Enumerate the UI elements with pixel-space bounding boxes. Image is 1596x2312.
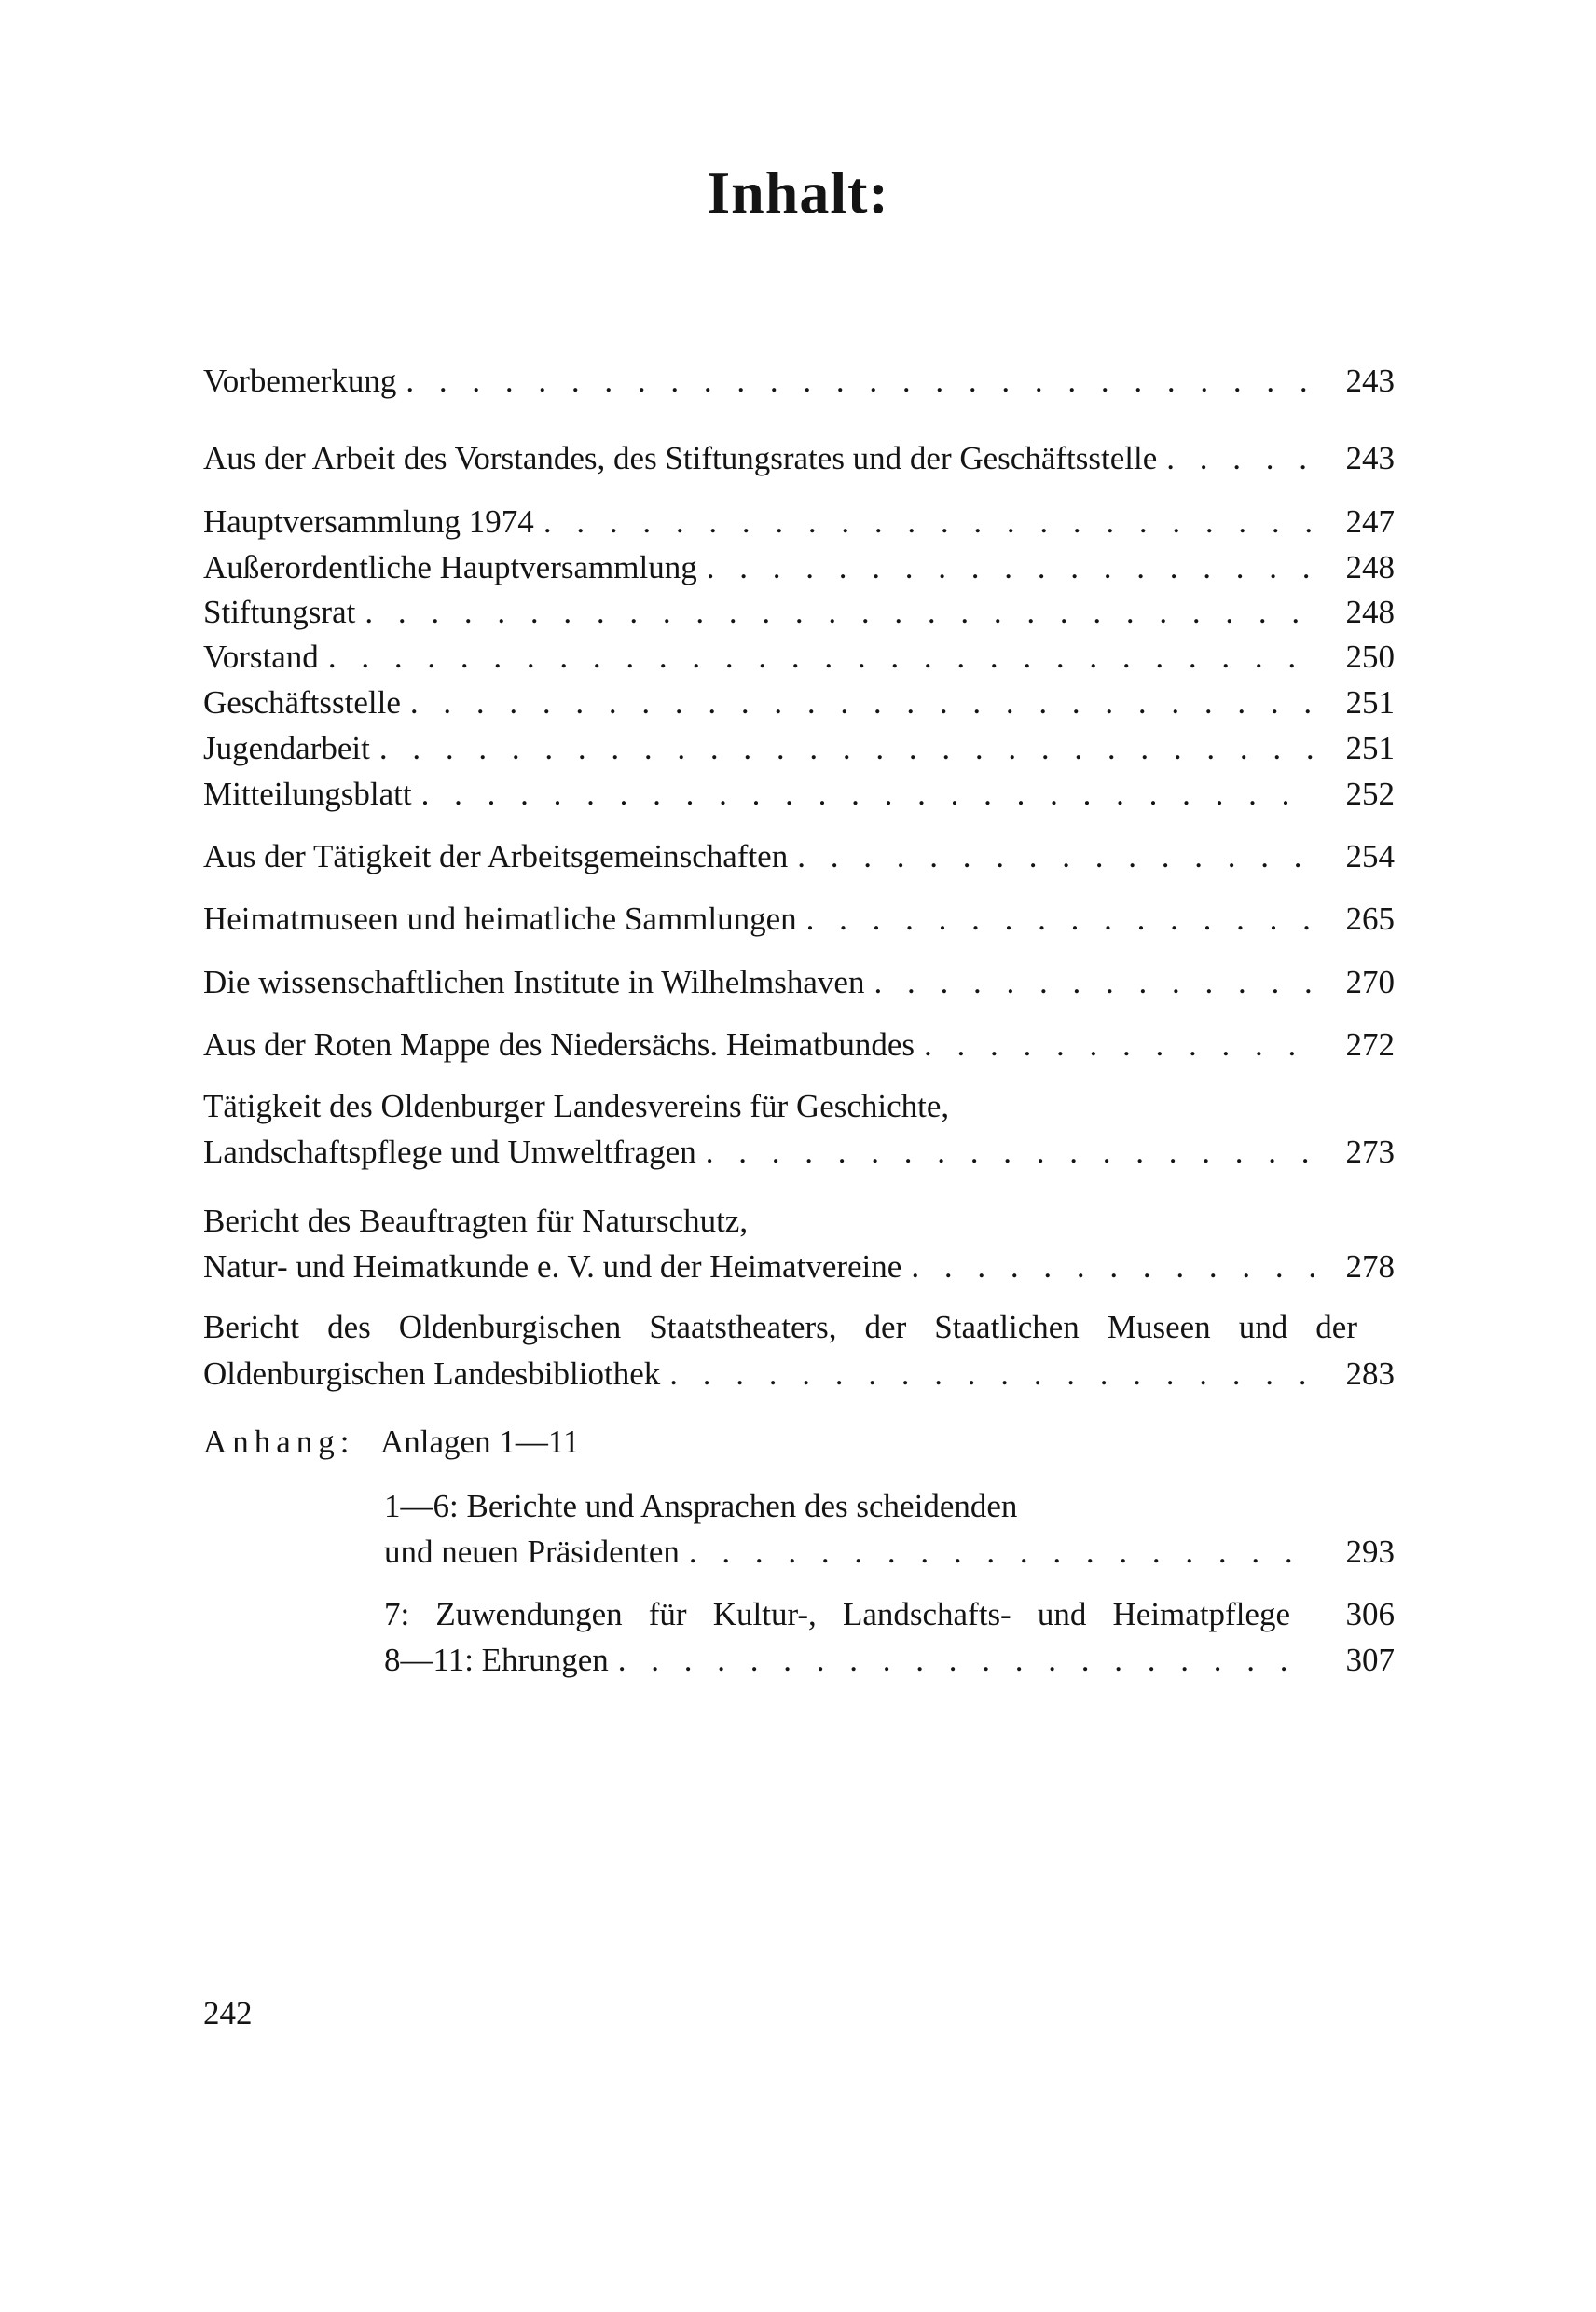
dot-leader: [421, 772, 1314, 817]
toc-entry-ausserordentliche: [203, 545, 1395, 590]
dot-leader: [924, 1023, 1314, 1067]
toc-entry-page: 270: [1345, 964, 1395, 1000]
toc-entry-text: Aus der Arbeit des Vorstandes, des Stiftungsrates und der Geschäftsstelle: [203, 440, 1158, 476]
toc-entry-text: und neuen Präsidenten: [384, 1534, 680, 1570]
toc-entry-text: Tätigkeit des Oldenburger Landesvereins für Geschichte,: [203, 1088, 950, 1124]
anhang-value: Anlagen 1—11: [380, 1424, 580, 1460]
toc-entry-text: Vorbemerkung: [203, 363, 397, 399]
toc-entry-institute: [203, 960, 1395, 1005]
toc-entry-staatstheater-line2: [203, 1352, 1395, 1397]
toc-entry-page: 251: [1345, 684, 1395, 721]
page-title: Inhalt:: [707, 159, 889, 226]
toc-entry-text: Aus der Roten Mappe des Niedersächs. Heimatbundes: [203, 1026, 915, 1063]
toc-entry-rote-mappe: [203, 1023, 1395, 1067]
toc-entry-text: Landschaftspflege und Umweltfragen: [203, 1134, 696, 1170]
toc-entry-text: 7: Zuwendungen für Kultur-, Landschafts- und Heimatpflege: [384, 1596, 1290, 1632]
dot-leader: [618, 1638, 1314, 1683]
toc-entry-text: Oldenburgischen Landesbibliothek: [203, 1356, 661, 1392]
toc-entry-text: Stiftungsrat: [203, 594, 356, 630]
toc-entry-page: 251: [1345, 730, 1395, 766]
toc-entry-text: Geschäftsstelle: [203, 684, 401, 721]
toc-entry-page: 306: [1345, 1596, 1395, 1632]
toc-entry-page: 248: [1345, 549, 1395, 585]
toc-entry-text: Natur- und Heimatkunde e. V. und der Heimatvereine: [203, 1248, 902, 1285]
toc-entry-vorbemerkung: [203, 359, 1395, 404]
toc-entry-page: 307: [1345, 1642, 1395, 1678]
toc-entry-hauptversammlung: [203, 500, 1395, 544]
dot-leader: [797, 834, 1314, 879]
dot-leader: [874, 960, 1314, 1005]
dot-leader: [669, 1352, 1314, 1397]
toc-entry-naturschutz-line1: [203, 1199, 1395, 1244]
page-number: 242: [203, 1995, 253, 2031]
toc-entry-text: Bericht des Beauftragten für Naturschutz,: [203, 1203, 749, 1239]
dot-leader: [911, 1245, 1314, 1289]
toc-entry-landesverein-line2: [203, 1130, 1395, 1175]
toc-entry-text: Außerordentliche Hauptversammlung: [203, 549, 697, 585]
toc-entry-page: 243: [1345, 440, 1395, 476]
toc-entry-text: Jugendarbeit: [203, 730, 370, 766]
toc-entry-heimatmuseen: [203, 897, 1395, 942]
toc-entry-stiftungsrat: [203, 590, 1395, 635]
dot-leader: [365, 590, 1314, 635]
toc-entry-landesverein-line1: [203, 1084, 1395, 1129]
anhang-label: Anhang:: [203, 1424, 355, 1460]
anhang-item-berichte-line2: [384, 1530, 1395, 1575]
anhang-item-berichte-line1: [384, 1484, 1395, 1529]
dot-leader: [707, 545, 1314, 590]
dot-leader: [410, 681, 1314, 725]
toc-entry-page: 243: [1345, 363, 1395, 399]
toc-entry-text: Die wissenschaftlichen Institute in Wilhelmshaven: [203, 964, 865, 1000]
toc-entry-text: Bericht des Oldenburgischen Staatstheaters, der Staatlichen Museen und der: [203, 1309, 1357, 1345]
toc-entry-naturschutz-line2: [203, 1245, 1395, 1289]
dot-leader: [328, 635, 1314, 680]
dot-leader: [543, 500, 1314, 544]
dot-leader: [806, 897, 1314, 942]
toc-entry-page: 293: [1345, 1534, 1395, 1570]
anhang-item-ehrungen: [384, 1638, 1395, 1683]
toc-entry-text: Vorstand: [203, 639, 319, 675]
toc-entry-arbeitsgemeinschaften: [203, 834, 1395, 879]
toc-entry-mitteilungsblatt: [203, 772, 1395, 817]
anhang-item-zuwendungen: [384, 1592, 1395, 1637]
toc-entry-page: 278: [1345, 1248, 1395, 1285]
toc-entry-text: 8—11: Ehrungen: [384, 1642, 609, 1678]
toc-entry-staatstheater-line1: [203, 1305, 1395, 1350]
toc-entry-page: 272: [1345, 1026, 1395, 1063]
toc-entry-text: Hauptversammlung 1974: [203, 503, 534, 540]
dot-leader: [706, 1130, 1314, 1175]
toc-entry-page: 265: [1345, 901, 1395, 937]
toc-entry-page: 250: [1345, 639, 1395, 675]
dot-leader: [379, 726, 1314, 771]
dot-leader: [1166, 436, 1314, 481]
toc-entry-page: 283: [1345, 1356, 1395, 1392]
toc-entry-arbeit-vorstand: [203, 436, 1395, 481]
toc-entry-text: Aus der Tätigkeit der Arbeitsgemeinschaften: [203, 838, 789, 874]
toc-entry-page: 254: [1345, 838, 1395, 874]
toc-entry-page: 247: [1345, 503, 1395, 540]
toc-entry-text: 1—6: Berichte und Ansprachen des scheidenden: [384, 1488, 1018, 1524]
toc-entry-text: Heimatmuseen und heimatliche Sammlungen: [203, 901, 797, 937]
toc-entry-vorstand: [203, 635, 1395, 680]
dot-leader: [406, 359, 1314, 404]
toc-entry-text: Mitteilungsblatt: [203, 776, 412, 812]
toc-entry-page: 273: [1345, 1134, 1395, 1170]
toc-entry-geschaeftsstelle: [203, 681, 1395, 725]
toc-entry-jugendarbeit: [203, 726, 1395, 771]
dot-leader: [689, 1530, 1314, 1575]
toc-entry-page: 248: [1345, 594, 1395, 630]
toc-entry-page: 252: [1345, 776, 1395, 812]
